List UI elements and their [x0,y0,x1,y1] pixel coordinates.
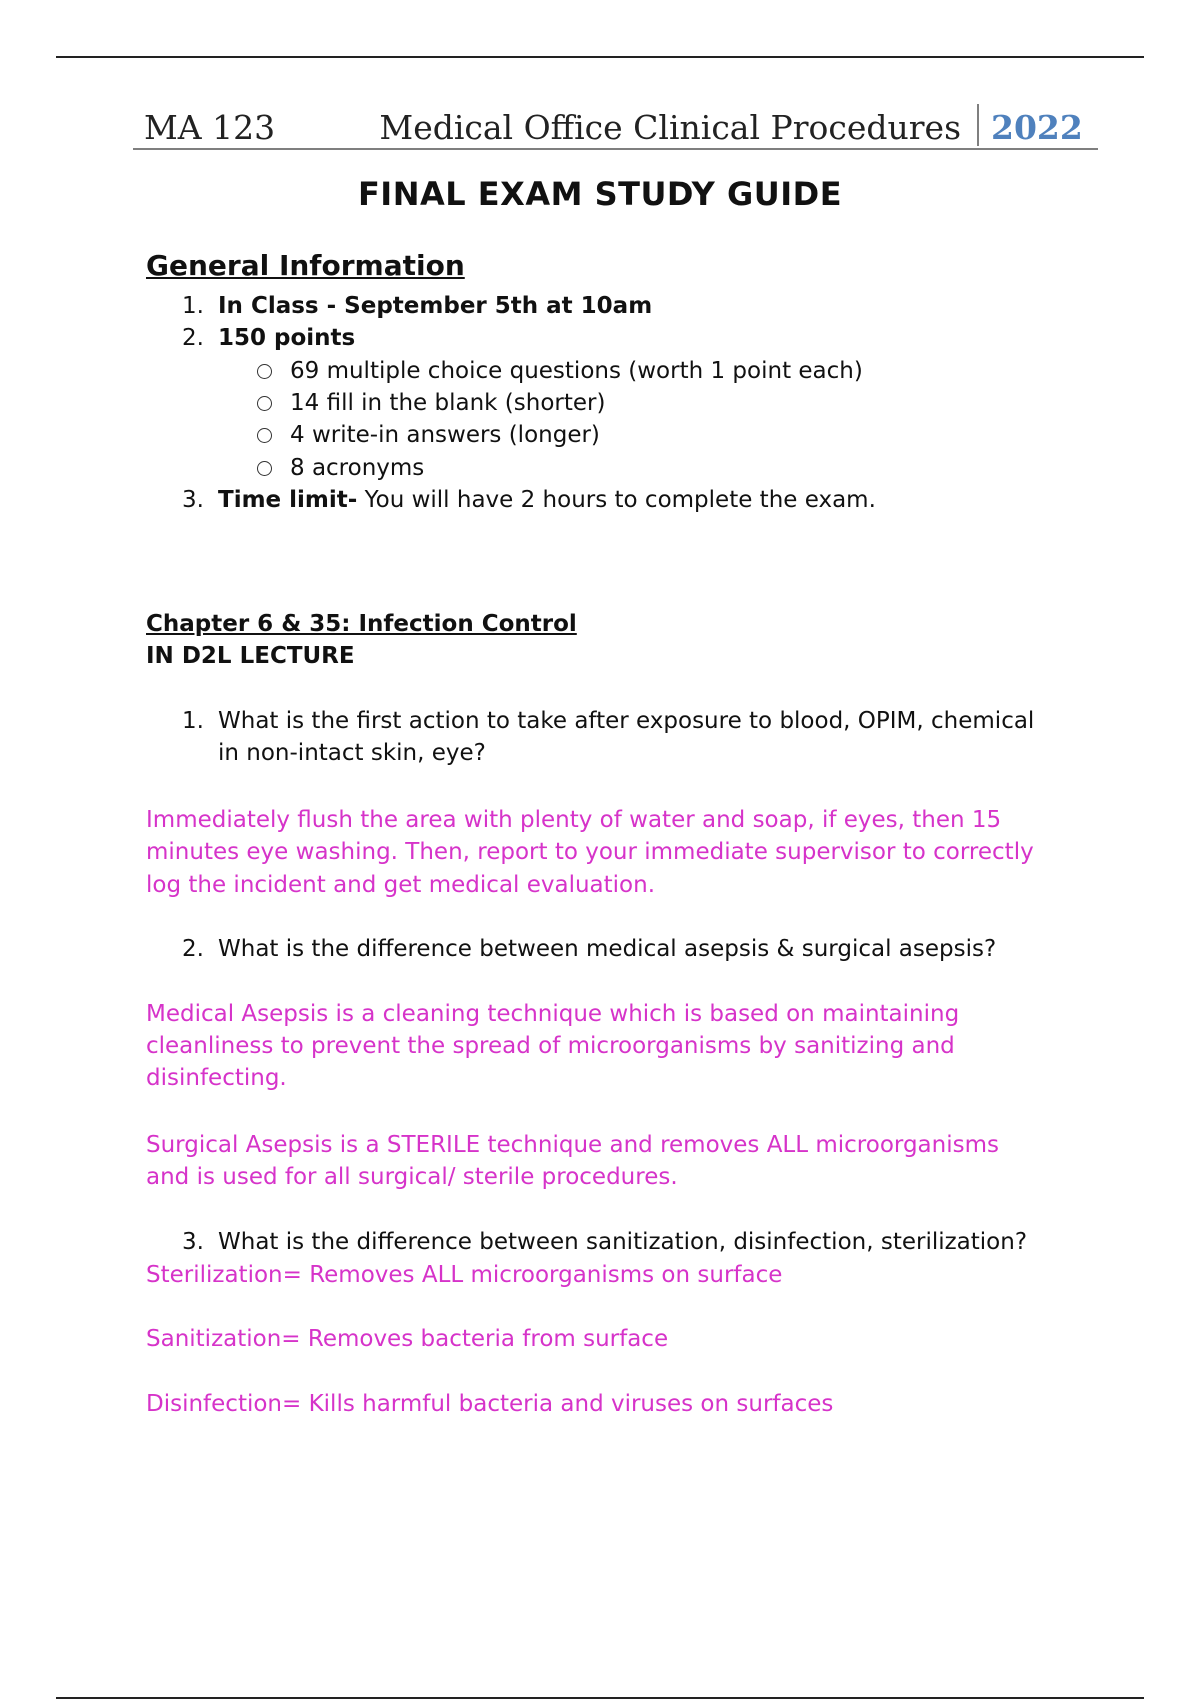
document-header [133,104,1098,150]
general-item-number: 1. [182,293,204,319]
answer-line: Immediately flush the area with plenty of water and soap, if eyes, then 15 [146,807,1002,833]
question-line: What is the difference between medical asepsis & surgical asepsis? [218,936,997,962]
page-bottom-rule [56,1697,1144,1699]
sub-item-acronyms: 8 acronyms [290,455,425,481]
answer-line: Medical Asepsis is a cleaning technique which is based on maintaining [146,1001,960,1027]
general-item-number: 3. [182,487,204,513]
answer-line: and is used for all surgical/ sterile procedures. [146,1164,678,1190]
question-number: 2. [182,936,204,962]
question-line: What is the first action to take after exposure to blood, OPIM, chemical [218,708,1035,734]
answer-line: log the incident and get medical evaluation. [146,872,656,898]
answer-sterilization: Sterilization= Removes ALL microorganisms on surface [146,1262,783,1288]
header-separator [977,104,979,146]
time-limit-text: You will have 2 hours to complete the exam. [357,487,876,513]
course-code: MA 123 [144,108,276,147]
hollow-circle-bullet-icon [257,428,272,443]
page-top-rule [56,56,1144,58]
general-item-points: 150 points [218,325,356,351]
time-limit-label: Time limit- [218,487,358,513]
general-item-exam-date: In Class - September 5th at 10am [218,293,653,319]
course-title: Medical Office Clinical Procedures [379,108,961,147]
answer-line: cleanliness to prevent the spread of microorganisms by sanitizing and [146,1033,955,1059]
question-number: 1. [182,708,204,734]
general-item-number: 2. [182,325,204,351]
general-item-time-limit [218,484,876,516]
hollow-circle-bullet-icon [257,461,272,476]
sub-item-multiple-choice: 69 multiple choice questions (worth 1 point each) [290,358,863,384]
sub-item-fill-in-blank: 14 fill in the blank (shorter) [290,390,606,416]
chapter-heading: Chapter 6 & 35: Infection Control [146,611,577,637]
general-info-heading: General Information [146,249,465,282]
sub-item-write-in: 4 write-in answers (longer) [290,422,600,448]
answer-sanitization: Sanitization= Removes bacteria from surface [146,1326,669,1352]
question-line: What is the difference between sanitization, disinfection, sterilization? [218,1229,1028,1255]
header-year: 2022 [991,108,1083,147]
answer-line: Surgical Asepsis is a STERILE technique and removes ALL microorganisms [146,1132,999,1158]
question-number: 3. [182,1229,204,1255]
page-title: FINAL EXAM STUDY GUIDE [357,175,843,213]
hollow-circle-bullet-icon [257,364,272,379]
hollow-circle-bullet-icon [257,396,272,411]
chapter-subheading: IN D2L LECTURE [146,643,355,669]
question-line: in non-intact skin, eye? [218,740,486,766]
answer-line: disinfecting. [146,1065,287,1091]
answer-line: minutes eye washing. Then, report to your immediate supervisor to correctly [146,839,1034,865]
answer-disinfection: Disinfection= Kills harmful bacteria and viruses on surfaces [146,1391,834,1417]
